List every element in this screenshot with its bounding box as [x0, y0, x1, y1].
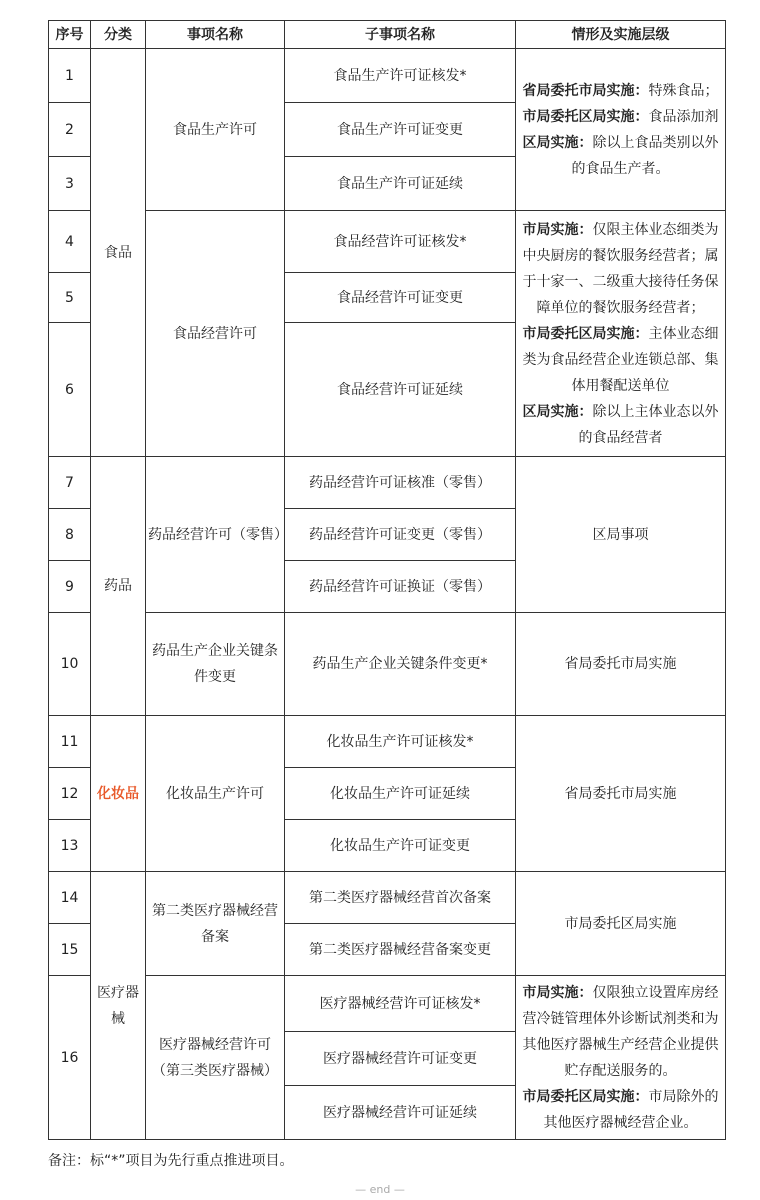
table-row [49, 872, 726, 924]
header-subitem: 子事项名称 [285, 21, 516, 49]
row-number: 6 [49, 323, 91, 457]
row-number: 16 [49, 976, 91, 1140]
table-row [49, 49, 726, 103]
subitem: 第二类医疗器械经营首次备案 [285, 872, 516, 924]
subitem: 食品经营许可证延续 [285, 323, 516, 457]
end-marker: — end — [355, 1183, 405, 1196]
condition-text: 仅限独立设置库房经营冷链管理体外诊断试剂类和为其他医疗器械生产经营企业提供贮存配送服务的。 [522, 984, 719, 1079]
condition-text: 除以上食品类别以外的食品生产者。 [571, 134, 719, 177]
subitem: 药品经营许可证核准（零售） [285, 457, 516, 509]
category-food: 食品 [91, 49, 146, 457]
row-number: 7 [49, 457, 91, 509]
header-condition: 情形及实施层级 [516, 21, 726, 49]
subitem: 食品生产许可证变更 [285, 103, 516, 157]
item-device-class3: 医疗器械经营许可（第三类医疗器械） [146, 976, 285, 1140]
row-number: 14 [49, 872, 91, 924]
item-drug-production: 药品生产企业关键条件变更 [146, 613, 285, 716]
condition-device-class3 [516, 976, 726, 1140]
subitem: 化妆品生产许可证变更 [285, 820, 516, 872]
condition-label: 区局实施： [522, 403, 593, 420]
subitem: 药品经营许可证变更（零售） [285, 509, 516, 561]
row-number: 15 [49, 924, 91, 976]
row-number: 4 [49, 211, 91, 273]
subitem: 食品经营许可证核发* [285, 211, 516, 273]
subitem: 食品经营许可证变更 [285, 273, 516, 323]
header-category: 分类 [91, 21, 146, 49]
table-row [49, 716, 726, 768]
condition-label: 省局委托市局实施： [522, 82, 649, 99]
subitem: 化妆品生产许可证核发* [285, 716, 516, 768]
condition-text: 特殊食品； [648, 82, 719, 99]
footnote: 备注：标“*”项目为先行重点推进项目。 [48, 1153, 294, 1169]
condition-device-class2: 市局委托区局实施 [516, 872, 726, 976]
subitem: 化妆品生产许可证延续 [285, 768, 516, 820]
condition-text: 仅限主体业态细类为中央厨房的餐饮服务经营者；属于十家一、二级重大接待任务保障单位的餐饮服务经营者； [522, 221, 719, 316]
subitem: 药品生产企业关键条件变更* [285, 613, 516, 716]
condition-label: 市局实施： [522, 221, 593, 238]
condition-cosmetic: 省局委托市局实施 [516, 716, 726, 872]
header-no: 序号 [49, 21, 91, 49]
item-drug-retail: 药品经营许可（零售） [146, 457, 285, 613]
condition-label: 区局实施： [522, 134, 593, 151]
item-device-class2: 第二类医疗器械经营备案 [146, 872, 285, 976]
subitem: 食品生产许可证核发* [285, 49, 516, 103]
category-device: 医疗器械 [91, 872, 146, 1140]
item-food-operation: 食品经营许可 [146, 211, 285, 457]
row-number: 13 [49, 820, 91, 872]
row-number: 9 [49, 561, 91, 613]
category-cosmetic: 化妆品 [91, 716, 146, 872]
approval-items-table [48, 20, 726, 1140]
row-number: 10 [49, 613, 91, 716]
row-number: 12 [49, 768, 91, 820]
condition-text: 主体业态细类为食品经营企业连锁总部、集体用餐配送单位 [522, 325, 719, 394]
condition-food-production [516, 49, 726, 211]
table-header-row [49, 21, 726, 49]
table-row [49, 457, 726, 509]
item-food-production: 食品生产许可 [146, 49, 285, 211]
condition-label: 市局委托区局实施： [522, 1088, 649, 1105]
row-number: 11 [49, 716, 91, 768]
row-number: 1 [49, 49, 91, 103]
subitem: 医疗器械经营许可证变更 [285, 1032, 516, 1086]
table-row [49, 613, 726, 716]
row-number: 2 [49, 103, 91, 157]
condition-text: 食品添加剂 [648, 108, 719, 125]
header-item: 事项名称 [146, 21, 285, 49]
condition-drug-production: 省局委托市局实施 [516, 613, 726, 716]
row-number: 5 [49, 273, 91, 323]
item-cosmetic-production: 化妆品生产许可 [146, 716, 285, 872]
subitem: 医疗器械经营许可证核发* [285, 976, 516, 1032]
condition-text: 除以上主体业态以外的食品经营者 [578, 403, 719, 446]
condition-label: 市局委托区局实施： [522, 325, 649, 342]
table-row [49, 976, 726, 1032]
condition-label: 市局委托区局实施： [522, 108, 649, 125]
subitem: 药品经营许可证换证（零售） [285, 561, 516, 613]
condition-drug-retail: 区局事项 [516, 457, 726, 613]
condition-label: 市局实施： [522, 984, 593, 1001]
condition-text: 市局除外的其他医疗器械经营企业。 [543, 1088, 719, 1131]
row-number: 8 [49, 509, 91, 561]
row-number: 3 [49, 157, 91, 211]
category-drug: 药品 [91, 457, 146, 716]
table-row [49, 211, 726, 273]
subitem: 医疗器械经营许可证延续 [285, 1086, 516, 1140]
condition-food-operation [516, 211, 726, 457]
subitem: 第二类医疗器械经营备案变更 [285, 924, 516, 976]
subitem: 食品生产许可证延续 [285, 157, 516, 211]
